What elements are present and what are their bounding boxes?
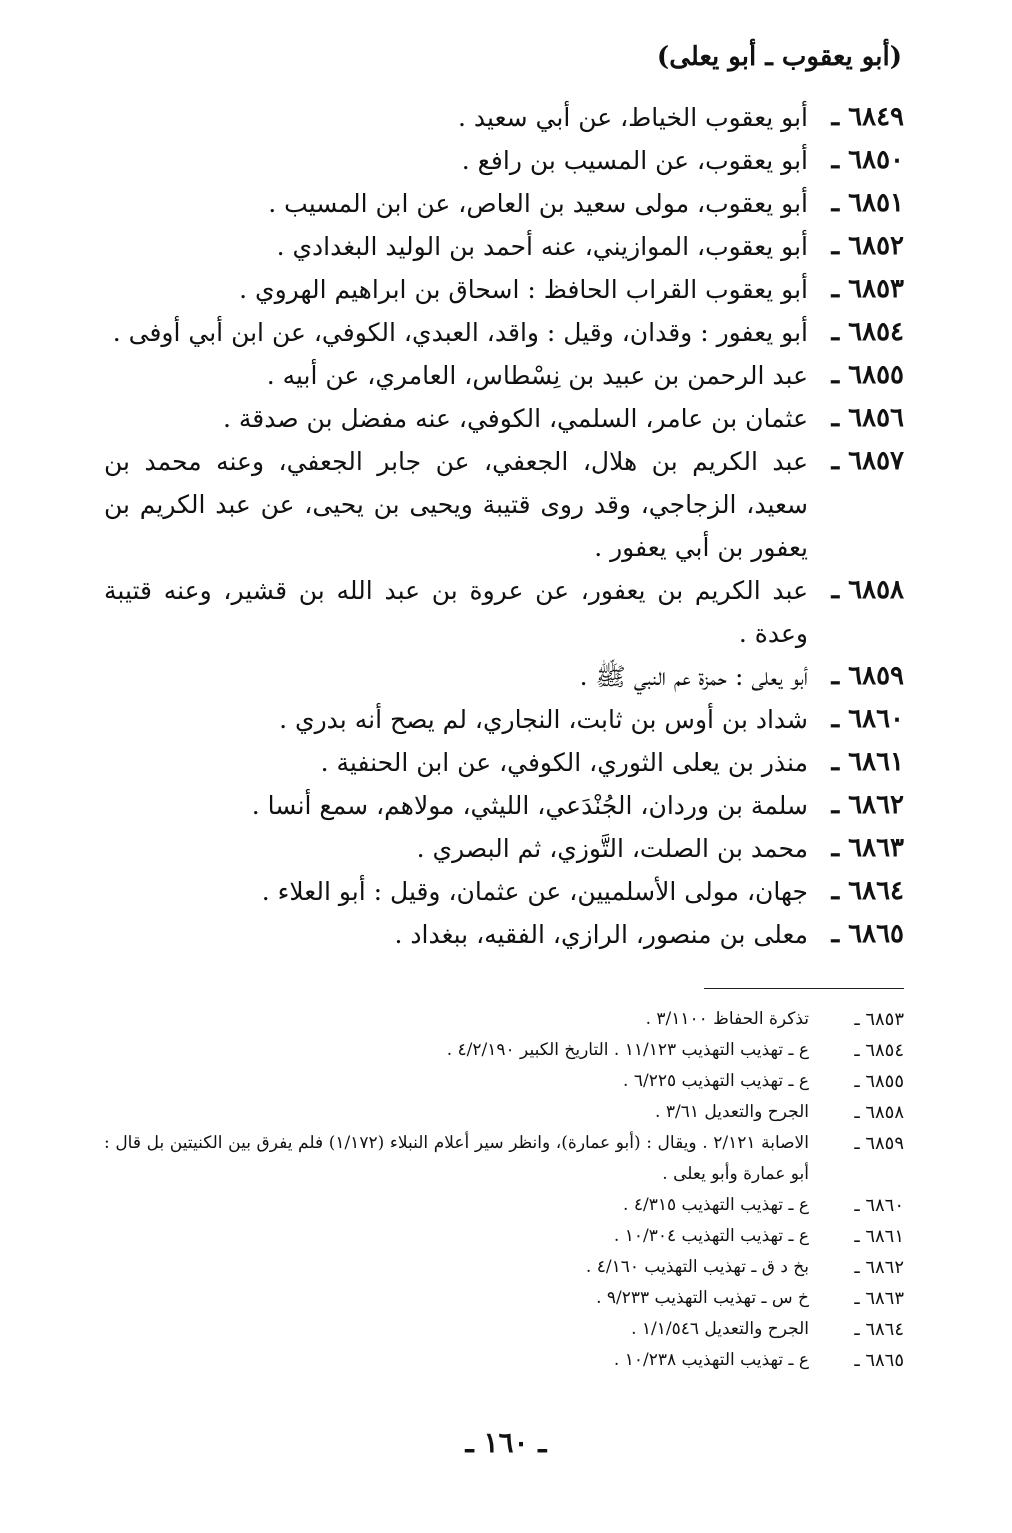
- entry-6854: [104, 311, 904, 354]
- entry-number: ٦٨٤٩ ـ: [831, 102, 904, 132]
- entry-text: شداد بن أوس بن ثابت، النجاري، لم يصح أنه بدري .: [279, 705, 808, 734]
- entry-text: أبو يعقوب القراب الحافظ : اسحاق بن ابراهيم الهروي .: [239, 275, 808, 304]
- entry-6853: [104, 268, 904, 311]
- footnote-number: ٦٨٥٩ ـ: [854, 1133, 904, 1154]
- footnote-number: ٦٨٦١ ـ: [854, 1226, 904, 1247]
- entry-6862: [104, 784, 904, 827]
- entry-6855: [104, 354, 904, 397]
- footnote: [104, 1004, 904, 1035]
- entry-number: ٦٨٥٨ ـ: [831, 575, 904, 605]
- footnote-text: ع ـ تهذيب التهذيب ١٠/٣٠٤ .: [613, 1226, 809, 1246]
- entry-6859: [104, 655, 904, 698]
- entry-6856: [104, 397, 904, 440]
- entry-number: ٦٨٥٣ ـ: [831, 274, 904, 304]
- footnote-text: الجرح والتعديل ٣/٦١ .: [655, 1102, 809, 1122]
- entry-number: ٦٨٦٣ ـ: [831, 833, 904, 863]
- entry-6860: [104, 698, 904, 741]
- footnote-text: الاصابة ٢/١٢١ . ويقال : (أبو عمارة)، وانظر سير أعلام النبلاء (١/١٧٢) فلم يفرق بين الكنيتين بل قال : أبو عمارة وأبو يعلى .: [104, 1133, 809, 1184]
- footnote: [104, 1128, 904, 1190]
- entry-text: أبو يعقوب، عن المسيب بن رافع .: [461, 146, 808, 175]
- footnote-number: ٦٨٦٤ ـ: [854, 1319, 904, 1340]
- footnote: [104, 1066, 904, 1097]
- entry-6851: [104, 182, 904, 225]
- footnote: [104, 1097, 904, 1128]
- entry-number: ٦٨٥٢ ـ: [831, 231, 904, 261]
- footnote-number: ٦٨٦٣ ـ: [854, 1288, 904, 1309]
- entry-text: جهان، مولى الأسلميين، عن عثمان، وقيل : أبو العلاء .: [261, 877, 808, 906]
- footnote-number: ٦٨٦٥ ـ: [854, 1350, 904, 1371]
- entry-text: عبد الرحمن بن عبيد بن نِسْطاس، العامري، عن أبيه .: [266, 361, 808, 390]
- footnote: [104, 1283, 904, 1314]
- entry-text: أبو يعفور : وقدان، وقيل : واقد، العبدي، الكوفي، عن ابن أبي أوفى .: [112, 318, 808, 347]
- entry-6858: [104, 569, 904, 655]
- entry-number: ٦٨٦١ ـ: [831, 747, 904, 777]
- footnote-text: ع ـ تهذيب التهذيب ١٠/٢٣٨ .: [613, 1350, 809, 1370]
- entry-number: ٦٨٥٥ ـ: [831, 360, 904, 390]
- footnote-text: خ س ـ تهذيب التهذيب ٩/٢٣٣ .: [596, 1288, 809, 1308]
- footnote: [104, 1035, 904, 1066]
- entry-number: ٦٨٥١ ـ: [831, 188, 904, 218]
- footnote-number: ٦٨٥٥ ـ: [854, 1071, 904, 1092]
- footnote-text: تذكرة الحفاظ ٣/١١٠٠ .: [645, 1009, 809, 1029]
- entry-text: أبو يعلى : حمزة عم النبي ﷺ .: [579, 662, 808, 691]
- entry-text: محمد بن الصلت، التَّوزي، ثم البصري .: [416, 834, 808, 863]
- entry-text: عثمان بن عامر، السلمي، الكوفي، عنه مفضل بن صدقة .: [223, 404, 808, 433]
- footnote: [104, 1314, 904, 1345]
- entry-number: ٦٨٥٦ ـ: [831, 403, 904, 433]
- footnote: [104, 1252, 904, 1283]
- footnote-text: ع ـ تهذيب التهذيب ١١/١٢٣ . التاريخ الكبير ٤/٢/١٩٠ .: [446, 1040, 809, 1060]
- entry-6850: [104, 139, 904, 182]
- running-header: (أبو يعقوب ـ أبو يعلى): [656, 42, 902, 72]
- entry-6864: [104, 870, 904, 913]
- entries-list: [104, 96, 904, 956]
- footnote-number: ٦٨٦٠ ـ: [854, 1195, 904, 1216]
- footnote-divider: [704, 988, 904, 989]
- footnote-text: بخ د ق ـ تهذيب التهذيب ٤/١٦٠ .: [585, 1257, 809, 1277]
- footnote-number: ٦٨٥٣ ـ: [854, 1009, 904, 1030]
- entry-text: عبد الكريم بن يعفور، عن عروة بن عبد الله بن قشير، وعنه قتيبة وعدة .: [104, 576, 808, 648]
- entry-number: ٦٨٥٠ ـ: [831, 145, 904, 175]
- entry-number: ٦٨٦٥ ـ: [831, 919, 904, 949]
- footnote-number: ٦٨٥٤ ـ: [854, 1040, 904, 1061]
- entry-6863: [104, 827, 904, 870]
- entry-text: عبد الكريم بن هلال، الجعفي، عن جابر الجعفي، وعنه محمد بن سعيد، الزجاجي، وقد روى قتيبة ويحيى بن يحيى، عن عبد الكريم بن يعفور بن أبي يعفور .: [104, 447, 808, 562]
- entry-number: ٦٨٥٧ ـ: [831, 446, 904, 476]
- entry-text: سلمة بن وردان، الجُنْدَعي، الليثي، مولاهم، سمع أنسا .: [251, 791, 808, 820]
- footnotes-list: [104, 1004, 904, 1376]
- page-number: ـ ١٦٠ ـ: [465, 1426, 547, 1459]
- entry-number: ٦٨٥٩ ـ: [831, 661, 904, 691]
- footnote: [104, 1221, 904, 1252]
- entry-number: ٦٨٥٤ ـ: [831, 317, 904, 347]
- entry-6857: [104, 440, 904, 569]
- entry-text: معلى بن منصور، الرازي، الفقيه، ببغداد .: [394, 920, 808, 949]
- footnote: [104, 1345, 904, 1376]
- entry-number: ٦٨٦٠ ـ: [831, 704, 904, 734]
- entry-6849: [104, 96, 904, 139]
- entry-6852: [104, 225, 904, 268]
- entry-text: أبو يعقوب، الموازيني، عنه أحمد بن الوليد البغدادي .: [276, 232, 808, 261]
- entry-number: ٦٨٦٤ ـ: [831, 876, 904, 906]
- entry-text: أبو يعقوب، مولى سعيد بن العاص، عن ابن المسيب .: [268, 189, 808, 218]
- footnote-number: ٦٨٦٢ ـ: [854, 1257, 904, 1278]
- entry-number: ٦٨٦٢ ـ: [831, 790, 904, 820]
- footnote-number: ٦٨٥٨ ـ: [854, 1102, 904, 1123]
- footnote-text: ع ـ تهذيب التهذيب ٤/٣١٥ .: [623, 1195, 809, 1215]
- entry-text: منذر بن يعلى الثوري، الكوفي، عن ابن الحنفية .: [320, 748, 808, 777]
- entry-6861: [104, 741, 904, 784]
- footnote: [104, 1190, 904, 1221]
- footnote-text: ع ـ تهذيب التهذيب ٦/٢٢٥ .: [623, 1071, 809, 1091]
- entry-text: أبو يعقوب الخياط، عن أبي سعيد .: [458, 103, 808, 132]
- entry-6865: [104, 913, 904, 956]
- footnote-text: الجرح والتعديل ١/١/٥٤٦ .: [631, 1319, 809, 1339]
